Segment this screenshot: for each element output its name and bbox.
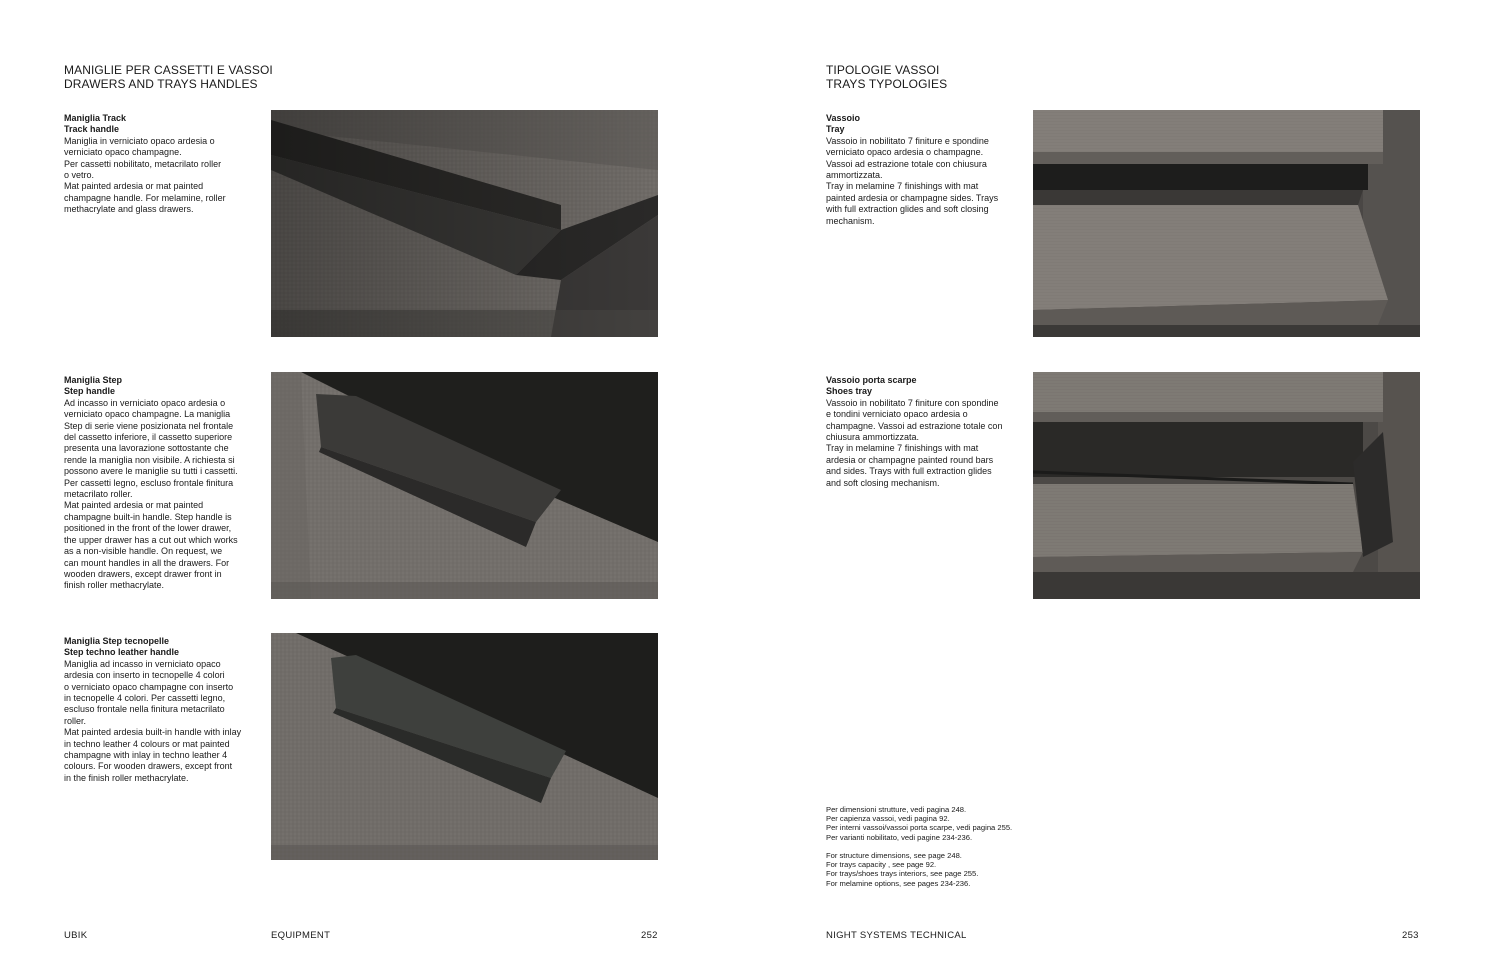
item-desc-en: Mat painted ardesia or mat painted champagne handle. For melamine, roller methacrylate and glass drawers. <box>64 181 226 215</box>
item-name-it: Maniglia Step <box>64 375 123 385</box>
page-number-right: 253 <box>1402 930 1419 941</box>
item-desc-it: Ad incasso in verniciato opaco ardesia o verniciato opaco champagne. La maniglia Step di serie viene posizionata nel frontale del cassetto inferiore, il cassetto superiore presenta una lavorazione sottostante che rende la maniglia non visibile. A richiesta si possono avere le maniglie su tutti i cassetti. Per cassetti legno, escluso frontale finitura metacrilato roller. <box>64 397 238 500</box>
step-handle-text <box>64 375 264 592</box>
item-name-en: Track handle <box>64 124 120 135</box>
right-title-en: TRAYS TYPOLOGIES <box>826 77 948 91</box>
notes-en: For structure dimensions, see page 248. For trays capacity , see page 92. For trays/shoes trays interiors, see page 255. For melamine options, see pages 234-236. <box>826 851 979 888</box>
footer-section-right: NIGHT SYSTEMS TECHNICAL <box>826 930 967 941</box>
item-name-en: Step techno leather handle <box>64 647 180 658</box>
footer-section-left: EQUIPMENT <box>271 930 331 941</box>
item-name-en: Shoes tray <box>826 386 873 397</box>
item-desc-en: Tray in melamine 7 finishings with mat painted ardesia or champagne sides. Trays with full extraction glides and soft closing mechanism. <box>826 181 999 226</box>
step-techno-leather-handle-text <box>64 636 264 784</box>
track-handle-photo <box>271 110 658 337</box>
tray-text <box>826 113 1026 227</box>
left-title-it: MANIGLIE PER CASSETTI E VASSOI <box>64 63 273 77</box>
item-desc-en: Mat painted ardesia built-in handle with inlay in techno leather 4 colours or mat painted champagne with inlay in techno leather 4 colours. For wooden drawers, except front in the finish roller methacrylate. <box>64 727 242 783</box>
shoes-tray-text <box>826 375 1026 489</box>
step-handle-photo <box>271 372 658 599</box>
item-desc-it: Vassoio in nobilitato 7 finiture e spondine verniciato opaco ardesia o champagne. Vassoi ad estrazione totale con chiusura ammortizzata. <box>826 135 989 181</box>
footer-brand: UBIK <box>64 930 88 941</box>
track-handle-text <box>64 113 264 216</box>
right-section-title <box>826 63 947 91</box>
page-number-left: 252 <box>641 930 658 941</box>
item-name-it: Vassoio <box>826 113 861 123</box>
left-title-en: DRAWERS AND TRAYS HANDLES <box>64 77 258 91</box>
item-name-en: Step handle <box>64 386 116 397</box>
item-desc-en: Mat painted ardesia or mat painted champagne built-in handle. Step handle is positioned in the front of the lower drawer, the upper drawer has a cut out which works as a non-visible handle. On request, we can mount handles in all the drawers. For wooden drawers, except drawer front in finish roller methacrylate. <box>64 500 238 591</box>
item-desc-en: Tray in melamine 7 finishings with mat ardesia or champagne painted round bars and sides. Trays with full extraction glides and soft closing mechanism. <box>826 443 994 488</box>
tray-photo <box>1033 110 1420 337</box>
item-name-it: Vassoio porta scarpe <box>826 375 917 385</box>
item-name-it: Maniglia Track <box>64 113 127 123</box>
step-techno-leather-handle-photo <box>271 633 658 860</box>
shoes-tray-photo <box>1033 372 1420 599</box>
item-desc-it: Vassoio in nobilitato 7 finiture con spondine e tondini verniciato opaco ardesia o champagne. Vassoi ad estrazione totale con chiusura ammortizzata. <box>826 397 1003 443</box>
item-desc-it: Maniglia ad incasso in verniciato opaco ardesia con inserto in tecnopelle 4 colori o verniciato opaco champagne con inserto in tecnopelle 4 colori. Per cassetti legno, escluso frontale nella finitura metacrilato roller. <box>64 658 234 726</box>
notes-it: Per dimensioni strutture, vedi pagina 248. Per capienza vassoi, vedi pagina 92. Per interni vassoi/vassoi porta scarpe, vedi pagina 255. Per varianti nobilitato, vedi pagine 234-236. <box>826 805 1013 842</box>
item-name-en: Tray <box>826 124 845 135</box>
item-desc-it: Maniglia in verniciato opaco ardesia o verniciato opaco champagne. Per cassetti nobilitato, metacrilato roller o vetro. <box>64 135 222 181</box>
right-title-it: TIPOLOGIE VASSOI <box>826 63 940 77</box>
item-name-it: Maniglia Step tecnopelle <box>64 636 170 646</box>
left-section-title <box>64 63 273 91</box>
